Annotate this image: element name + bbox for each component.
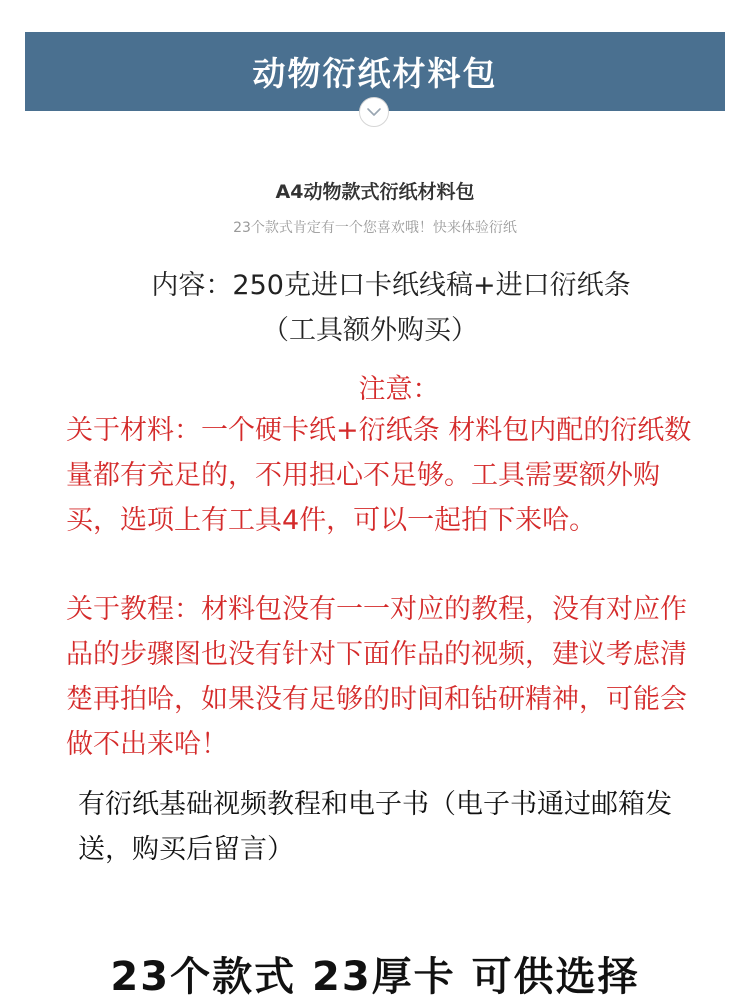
banner-title: 动物衍纸材料包 <box>252 54 498 93</box>
package-contents: 内容：250克进口卡纸线稿+进口衍纸条 <box>151 270 631 301</box>
styles-heading: 23个款式 23厚卡 可供选择 <box>110 954 640 1000</box>
expand-toggle[interactable] <box>359 97 389 127</box>
chevron-down-icon <box>366 107 382 117</box>
notice-title: 注意： <box>358 374 440 405</box>
tools-note: （工具额外购买） <box>262 315 478 346</box>
product-subtitle: A4动物款式衍纸材料包 <box>275 181 475 203</box>
tutorial-notice: 关于教程：材料包没有一一对应的教程，没有对应作品的步骤图也没有针对下面作品的视频，建议考虑清楚再拍哈，如果没有足够的时间和钻研精神，可能会做不出来哈！ <box>66 594 687 760</box>
product-tagline: 23个款式肯定有一个您喜欢哦！快来体验衍纸 <box>233 220 517 236</box>
extras-info: 有衍纸基础视频教程和电子书（电子书通过邮箱发送，购买后留言） <box>78 789 672 865</box>
material-notice: 关于材料：一个硬卡纸+衍纸条 材料包内配的衍纸数量都有充足的，不用担心不足够。工具需要额外购买，选项上有工具4件，可以一起拍下来哈。 <box>66 415 692 536</box>
